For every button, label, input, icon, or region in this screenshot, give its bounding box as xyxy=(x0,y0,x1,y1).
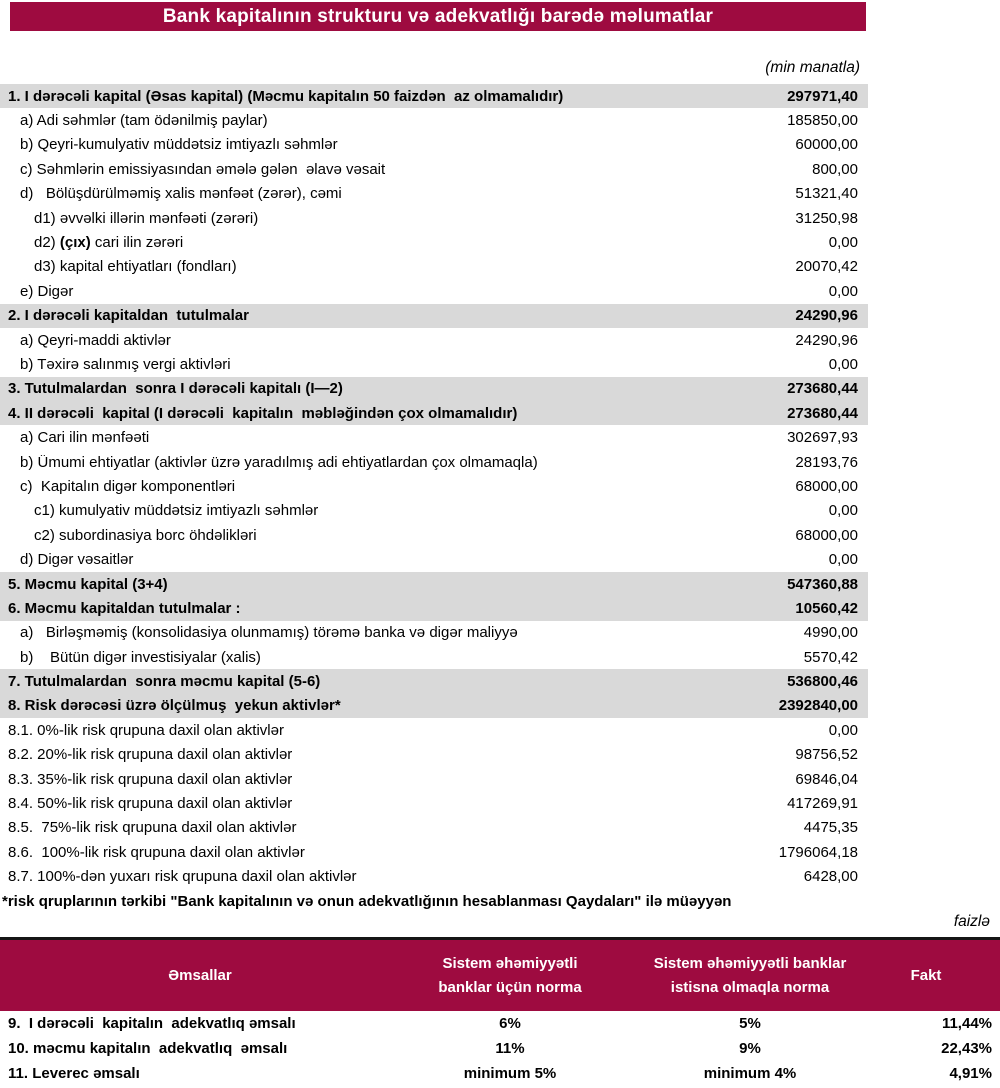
row-value: 69846,04 xyxy=(795,770,858,788)
table-row xyxy=(0,499,868,523)
ratios-table-header xyxy=(0,937,1000,1011)
row-value: 302697,93 xyxy=(787,429,858,447)
ratio-norm-systemic: minimum 5% xyxy=(463,1065,557,1082)
row-label: a) Cari ilin mənfəəti xyxy=(20,430,150,446)
table-row xyxy=(0,547,868,571)
ratio-norm-non-systemic: minimum 4% xyxy=(703,1065,797,1082)
table-row xyxy=(0,621,868,645)
row-value: 4990,00 xyxy=(803,624,858,642)
header-cell-norm-non-systemic: Sistem əhəmiyyətli banklar istisna olmaqla norma xyxy=(653,954,847,996)
capital-table xyxy=(0,84,868,889)
ratio-fact: 22,43% xyxy=(941,1040,992,1057)
row-label: 8.1. 0%-lik risk qrupuna daxil olan aktivlər xyxy=(8,722,284,738)
ratio-norm-systemic: 6% xyxy=(499,1015,521,1032)
row-value: 547360,88 xyxy=(787,575,858,593)
ratio-row xyxy=(0,1061,1000,1086)
row-value: 60000,00 xyxy=(795,136,858,154)
ratio-row xyxy=(0,1036,1000,1061)
table-row xyxy=(0,767,868,791)
table-row xyxy=(0,352,868,376)
table-row xyxy=(0,304,868,328)
row-label: d2) (çıx) cari ilin zərəri xyxy=(34,235,184,251)
table-row xyxy=(0,645,868,669)
row-label: 8.7. 100%-dən yuxarı risk qrupuna daxil olan aktivlər xyxy=(8,869,357,885)
table-row xyxy=(0,108,868,132)
row-value: 5570,42 xyxy=(803,648,858,666)
row-label: 3. Tutulmalardan sonra I dərəcəli kapitalı (I—2) xyxy=(8,381,343,397)
row-label: d3) kapital ehtiyatları (fondları) xyxy=(34,259,237,275)
table-row xyxy=(0,718,868,742)
table-row xyxy=(0,255,868,279)
row-value: 0,00 xyxy=(828,355,858,373)
row-label: 8. Risk dərəcəsi üzrə ölçülmuş yekun aktivlər* xyxy=(8,698,341,714)
header-cell-norm-systemic: Sistem əhəmiyyətli banklar üçün norma xyxy=(438,954,582,996)
ratio-norm-non-systemic: 5% xyxy=(739,1015,761,1032)
row-label: 2. I dərəcəli kapitaldan tutulmalar xyxy=(8,308,249,324)
row-label: 5. Məcmu kapital (3+4) xyxy=(8,576,168,592)
row-value: 0,00 xyxy=(828,234,858,252)
row-value: 98756,52 xyxy=(795,746,858,764)
table-row xyxy=(0,425,868,449)
table-row xyxy=(0,279,868,303)
table-row xyxy=(0,816,868,840)
row-value: 536800,46 xyxy=(787,673,858,691)
row-value: 51321,40 xyxy=(795,185,858,203)
table-row xyxy=(0,694,868,718)
table-row xyxy=(0,182,868,206)
row-label: a) Adi səhmlər (tam ödənilmiş paylar) xyxy=(20,113,268,129)
row-label: 8.5. 75%-lik risk qrupuna daxil olan aktivlər xyxy=(8,820,297,836)
row-value: 28193,76 xyxy=(795,453,858,471)
row-value: 20070,42 xyxy=(795,258,858,276)
row-label: c1) kumulyativ müddətsiz imtiyazlı səhmlər xyxy=(34,503,319,519)
row-label: 4. II dərəcəli kapital (I dərəcəli kapitalın məbləğindən çox olmamalıdır) xyxy=(8,405,518,421)
table-row xyxy=(0,791,868,815)
table-row xyxy=(0,401,868,425)
ratios-table xyxy=(0,937,1000,1086)
row-value: 24290,96 xyxy=(795,331,858,349)
table-row xyxy=(0,840,868,864)
row-value: 0,00 xyxy=(828,721,858,739)
ratio-norm-systemic: 11% xyxy=(495,1040,525,1057)
row-label: 8.4. 50%-lik risk qrupuna daxil olan aktivlər xyxy=(8,796,293,812)
risk-groups-footnote: *risk qruplarının tərkibi "Bank kapitalının və onun adekvatlığının hesablanması Qaydaları" ilə müəyyən xyxy=(2,892,732,910)
table-row xyxy=(0,669,868,693)
row-value: 2392840,00 xyxy=(778,697,858,715)
row-label: b) Ümumi ehtiyatlar (aktivlər üzrə yaradılmış adi ehtiyatlardan çox olmamaqla) xyxy=(20,454,538,470)
ratio-fact: 11,44% xyxy=(941,1015,992,1032)
ratios-table-body xyxy=(0,1011,1000,1086)
row-label: d) Bölüşdürülməmiş xalis mənfəət (zərər), cəmi xyxy=(20,186,342,202)
row-value: 6428,00 xyxy=(803,868,858,886)
unit-note: (min manatla) xyxy=(765,59,860,76)
report-title-band xyxy=(10,2,866,31)
row-value: 0,00 xyxy=(828,551,858,569)
row-label: c) Səhmlərin emissiyasından əmələ gələn əlavə vəsait xyxy=(20,161,386,177)
row-label: a) Qeyri-maddi aktivlər xyxy=(20,332,171,348)
row-label: c) Kapitalın digər komponentləri xyxy=(20,478,236,494)
table-row xyxy=(0,596,868,620)
row-value: 185850,00 xyxy=(787,112,858,130)
row-label: b) Qeyri-kumulyativ müddətsiz imtiyazlı səhmlər xyxy=(20,137,338,153)
table-row xyxy=(0,572,868,596)
row-value: 297971,40 xyxy=(787,87,858,105)
row-label: 7. Tutulmalardan sonra məcmu kapital (5-6) xyxy=(8,674,321,690)
row-value: 24290,96 xyxy=(795,307,858,325)
row-label: 6. Məcmu kapitaldan tutulmalar : xyxy=(8,600,241,616)
row-label: d1) əvvəlki illərin mənfəəti (zərəri) xyxy=(34,210,259,226)
table-row xyxy=(0,523,868,547)
table-row xyxy=(0,133,868,157)
ratio-row xyxy=(0,1011,1000,1036)
header-cell-fact: Fakt xyxy=(910,966,942,984)
row-label: 8.2. 20%-lik risk qrupuna daxil olan aktivlər xyxy=(8,747,293,763)
row-label: 8.3. 35%-lik risk qrupuna daxil olan aktivlər xyxy=(8,771,293,787)
table-row xyxy=(0,743,868,767)
row-value: 273680,44 xyxy=(787,380,858,398)
table-row xyxy=(0,450,868,474)
table-row xyxy=(0,84,868,108)
table-row xyxy=(0,865,868,889)
ratio-norm-non-systemic: 9% xyxy=(739,1040,761,1057)
table-row xyxy=(0,377,868,401)
table-row xyxy=(0,328,868,352)
percent-unit-note: faizlə xyxy=(953,913,990,930)
ratio-fact: 4,91% xyxy=(949,1065,992,1082)
table-row xyxy=(0,474,868,498)
row-label: b) Təxirə salınmış vergi aktivləri xyxy=(20,356,231,372)
table-row xyxy=(0,157,868,181)
table-row xyxy=(0,206,868,230)
row-value: 68000,00 xyxy=(795,477,858,495)
row-label: a) Birləşməmiş (konsolidasiya olunmamış) törəmə banka və digər maliyyə xyxy=(20,625,518,641)
row-label: e) Digər xyxy=(20,283,74,299)
ratio-label: 11. Leverec əmsalı xyxy=(8,1065,140,1082)
row-label: b) Bütün digər investisiyalar (xalis) xyxy=(20,649,261,665)
ratio-label: 9. I dərəcəli kapitalın adekvatlıq əmsalı xyxy=(8,1015,296,1032)
row-label: c2) subordinasiya borc öhdəlikləri xyxy=(34,527,257,543)
report-title: Bank kapitalının strukturu və adekvatlığı barədə məlumatlar xyxy=(162,5,714,27)
row-value: 10560,42 xyxy=(795,599,858,617)
row-value: 4475,35 xyxy=(803,819,858,837)
row-label: 1. I dərəcəli kapital (Əsas kapital) (Məcmu kapitalın 50 faizdən az olmamalıdır) xyxy=(8,88,564,104)
row-value: 273680,44 xyxy=(787,404,858,422)
row-value: 68000,00 xyxy=(795,526,858,544)
table-row xyxy=(0,230,868,254)
row-value: 31250,98 xyxy=(795,209,858,227)
row-value: 0,00 xyxy=(828,282,858,300)
ratio-label: 10. məcmu kapitalın adekvatlıq əmsalı xyxy=(8,1040,288,1057)
row-label: d) Digər vəsaitlər xyxy=(20,552,134,568)
row-label: 8.6. 100%-lik risk qrupuna daxil olan aktivlər xyxy=(8,844,305,860)
row-value: 800,00 xyxy=(812,160,858,178)
row-value: 417269,91 xyxy=(787,795,858,813)
row-value: 0,00 xyxy=(828,502,858,520)
row-value: 1796064,18 xyxy=(778,843,858,861)
header-cell-coefficients: Əmsallar xyxy=(168,966,232,984)
